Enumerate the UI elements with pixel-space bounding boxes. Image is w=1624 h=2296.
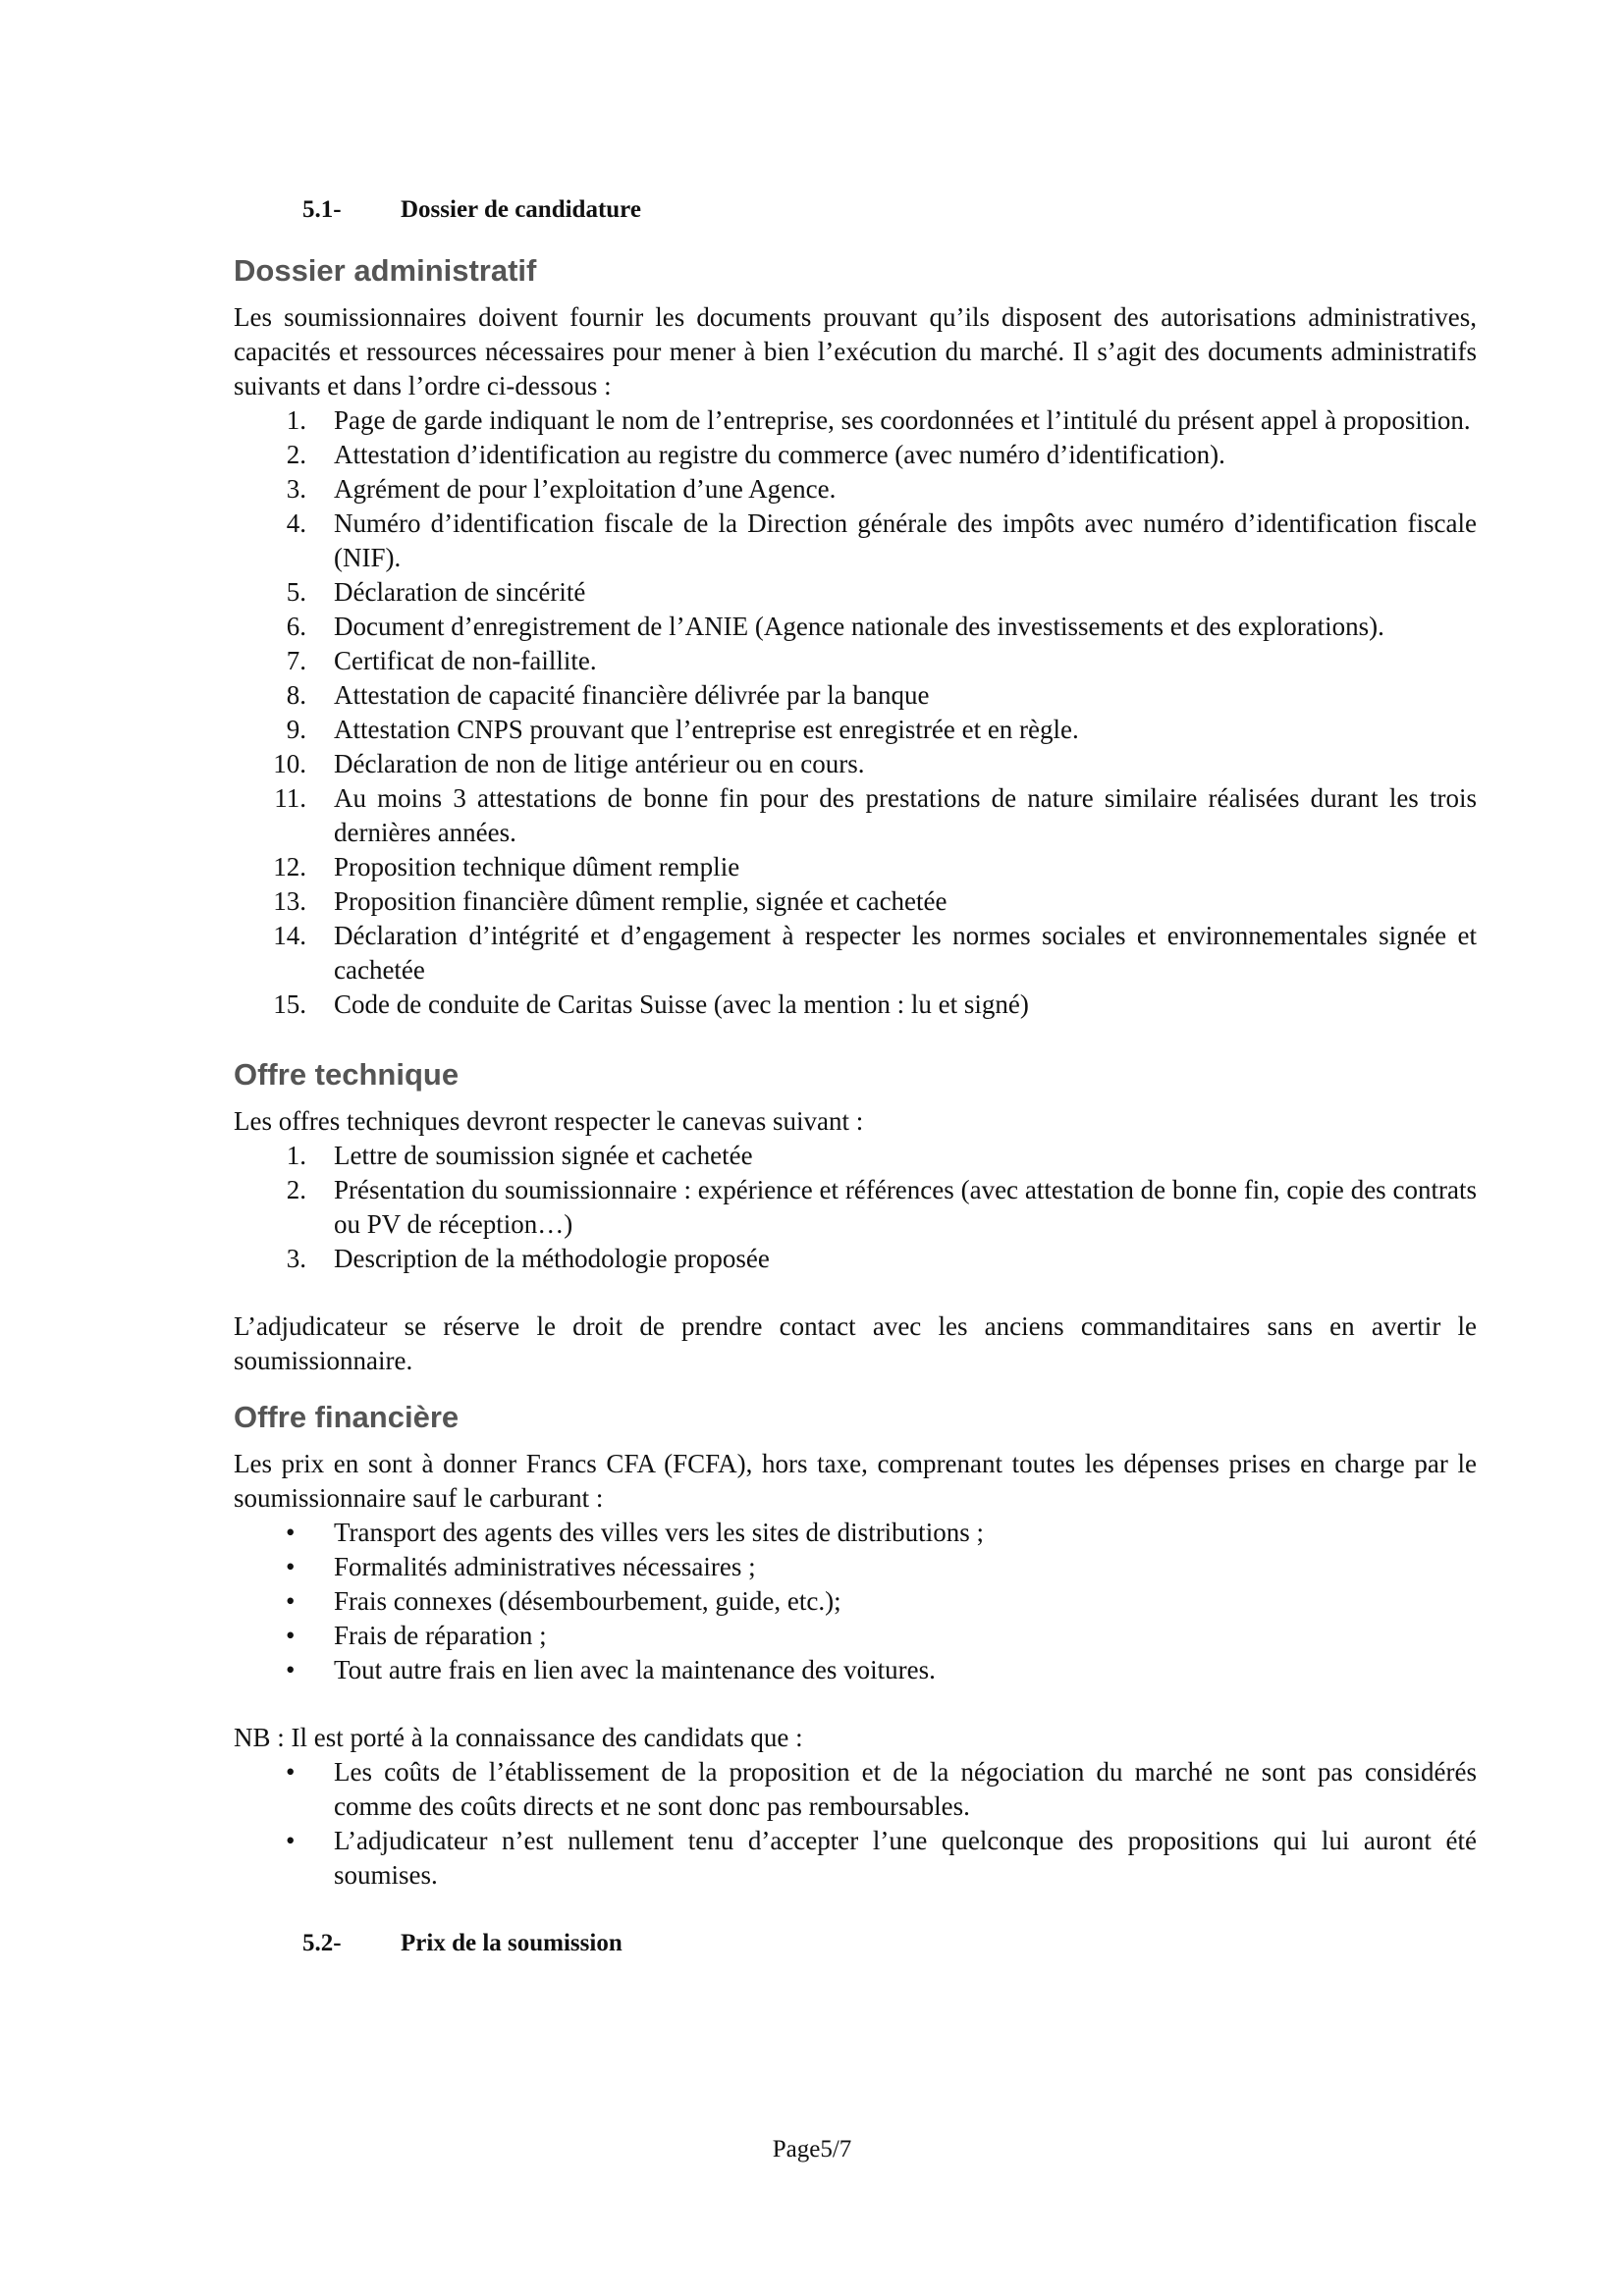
list-item-text: Document d’enregistrement de l’ANIE (Agence nationale des investissements et des explorations). (334, 612, 1384, 641)
list-item (234, 472, 1477, 507)
section-5-2-heading (234, 1926, 1477, 1961)
list-item (234, 438, 1477, 472)
list-item-text: Déclaration de sincérité (334, 577, 586, 607)
list-item (234, 610, 1477, 644)
bullet-item-text: Frais connexes (désembourbement, guide, etc.); (334, 1586, 841, 1616)
list-item (234, 884, 1477, 919)
list-item-number: 7. (286, 646, 306, 675)
technique-note: L’adjudicateur se réserve le droit de prendre contact avec les anciens commanditaires sans en avertir le soumissionnaire. (234, 1311, 1477, 1375)
list-item-number: 2. (286, 1175, 306, 1204)
list-item-text: Présentation du soumissionnaire : expérience et références (avec attestation de bonne fin, copie des contrats ou PV de réception…) (334, 1175, 1477, 1239)
bullet-item-text: Les coûts de l’établissement de la proposition et de la négociation du marché ne sont pas considérés comme des coûts directs et ne sont donc pas remboursables. (334, 1757, 1477, 1821)
list-item-number: 1. (286, 405, 306, 435)
bullet-item (234, 1550, 1477, 1584)
list-item-text: Description de la méthodologie proposée (334, 1244, 770, 1273)
bullet-icon: • (286, 1826, 296, 1855)
list-item-number: 14. (273, 921, 306, 950)
section-title: Dossier de candidature (401, 196, 641, 223)
list-item-text: Proposition financière dûment remplie, signée et cachetée (334, 886, 947, 916)
technique-heading: Offre technique (234, 1057, 460, 1092)
list-item-text: Certificat de non-faillite. (334, 646, 597, 675)
list-item (234, 403, 1477, 438)
bullet-item (234, 1824, 1477, 1893)
list-item (234, 575, 1477, 610)
list-item-number: 10. (273, 749, 306, 778)
admin-document-list (234, 403, 1477, 1022)
list-item-text: Déclaration d’intégrité et d’engagement à respecter les normes sociales et environnementales signée et cachetée (334, 921, 1477, 985)
section-5-1-heading (234, 192, 1477, 228)
bullet-item (234, 1755, 1477, 1824)
bullet-item (234, 1516, 1477, 1550)
technique-list (234, 1139, 1477, 1276)
list-item (234, 988, 1477, 1022)
list-item (234, 678, 1477, 713)
section-number: 5.1- (302, 196, 342, 223)
list-item-number: 8. (286, 680, 306, 710)
list-item (234, 507, 1477, 575)
list-item (234, 747, 1477, 781)
admin-intro: Les soumissionnaires doivent fournir les documents prouvant qu’ils disposent des autorisations administratives, capacités et ressources nécessaires pour mener à bien l’exécution du marché. Il s’agit des documents administratifs suivants et dans l’ordre ci-dessous : (234, 302, 1477, 400)
list-item-text: Code de conduite de Caritas Suisse (avec la mention : lu et signé) (334, 989, 1029, 1019)
list-item (234, 1242, 1477, 1276)
list-item-number: 5. (286, 577, 306, 607)
list-item (234, 1139, 1477, 1173)
bullet-icon: • (286, 1621, 296, 1650)
list-item-number: 3. (286, 474, 306, 504)
section-number: 5.2- (302, 1930, 342, 1956)
nb-list (234, 1755, 1477, 1893)
list-item-number: 13. (273, 886, 306, 916)
list-item (234, 781, 1477, 850)
nb-intro: NB : Il est porté à la connaissance des candidats que : (234, 1723, 803, 1752)
list-item-number: 2. (286, 440, 306, 469)
financiere-intro: Les prix en sont à donner Francs CFA (FCFA), hors taxe, comprenant toutes les dépenses prises en charge par le soumissionnaire sauf le carburant : (234, 1449, 1477, 1513)
list-item-number: 9. (286, 715, 306, 744)
bullet-item (234, 1584, 1477, 1619)
list-item-number: 11. (274, 783, 306, 813)
list-item (234, 713, 1477, 747)
section-title: Prix de la soumission (401, 1930, 623, 1956)
list-item-number: 6. (286, 612, 306, 641)
technique-intro: Les offres techniques devront respecter le canevas suivant : (234, 1106, 864, 1136)
list-item-text: Attestation CNPS prouvant que l’entreprise est enregistrée et en règle. (334, 715, 1079, 744)
bullet-item-text: Tout autre frais en lien avec la maintenance des voitures. (334, 1655, 936, 1684)
bullet-icon: • (286, 1757, 296, 1787)
list-item-text: Lettre de soumission signée et cachetée (334, 1141, 753, 1170)
list-item-number: 4. (286, 508, 306, 538)
bullet-item-text: L’adjudicateur n’est nullement tenu d’accepter l’une quelconque des propositions qui lui auront été soumises. (334, 1826, 1477, 1890)
list-item-number: 3. (286, 1244, 306, 1273)
list-item (234, 644, 1477, 678)
list-item-text: Page de garde indiquant le nom de l’entreprise, ses coordonnées et l’intitulé du présent appel à proposition. (334, 405, 1471, 435)
bullet-item (234, 1619, 1477, 1653)
list-item-number: 15. (273, 989, 306, 1019)
list-item-text: Déclaration de non de litige antérieur ou en cours. (334, 749, 865, 778)
list-item-text: Numéro d’identification fiscale de la Direction générale des impôts avec numéro d’identification fiscale (NIF). (334, 508, 1477, 572)
list-item-text: Attestation d’identification au registre du commerce (avec numéro d’identification). (334, 440, 1225, 469)
financiere-list (234, 1516, 1477, 1687)
list-item-text: Proposition technique dûment remplie (334, 852, 740, 881)
admin-heading: Dossier administratif (234, 253, 537, 288)
list-item-number: 12. (273, 852, 306, 881)
bullet-item-text: Formalités administratives nécessaires ; (334, 1552, 756, 1581)
list-item-text: Au moins 3 attestations de bonne fin pour des prestations de nature similaire réalisées durant les trois dernières années. (334, 783, 1477, 847)
list-item-number: 1. (286, 1141, 306, 1170)
page-number: Page5/7 (772, 2136, 852, 2163)
bullet-item-text: Transport des agents des villes vers les sites de distributions ; (334, 1518, 984, 1547)
bullet-icon: • (286, 1552, 296, 1581)
list-item-text: Attestation de capacité financière délivrée par la banque (334, 680, 930, 710)
bullet-item (234, 1653, 1477, 1687)
list-item (234, 919, 1477, 988)
list-item (234, 850, 1477, 884)
list-item-text: Agrément de pour l’exploitation d’une Agence. (334, 474, 837, 504)
bullet-item-text: Frais de réparation ; (334, 1621, 547, 1650)
bullet-icon: • (286, 1586, 296, 1616)
bullet-icon: • (286, 1655, 296, 1684)
list-item (234, 1173, 1477, 1242)
bullet-icon: • (286, 1518, 296, 1547)
page-content (234, 192, 1477, 1985)
financiere-heading: Offre financière (234, 1400, 460, 1434)
